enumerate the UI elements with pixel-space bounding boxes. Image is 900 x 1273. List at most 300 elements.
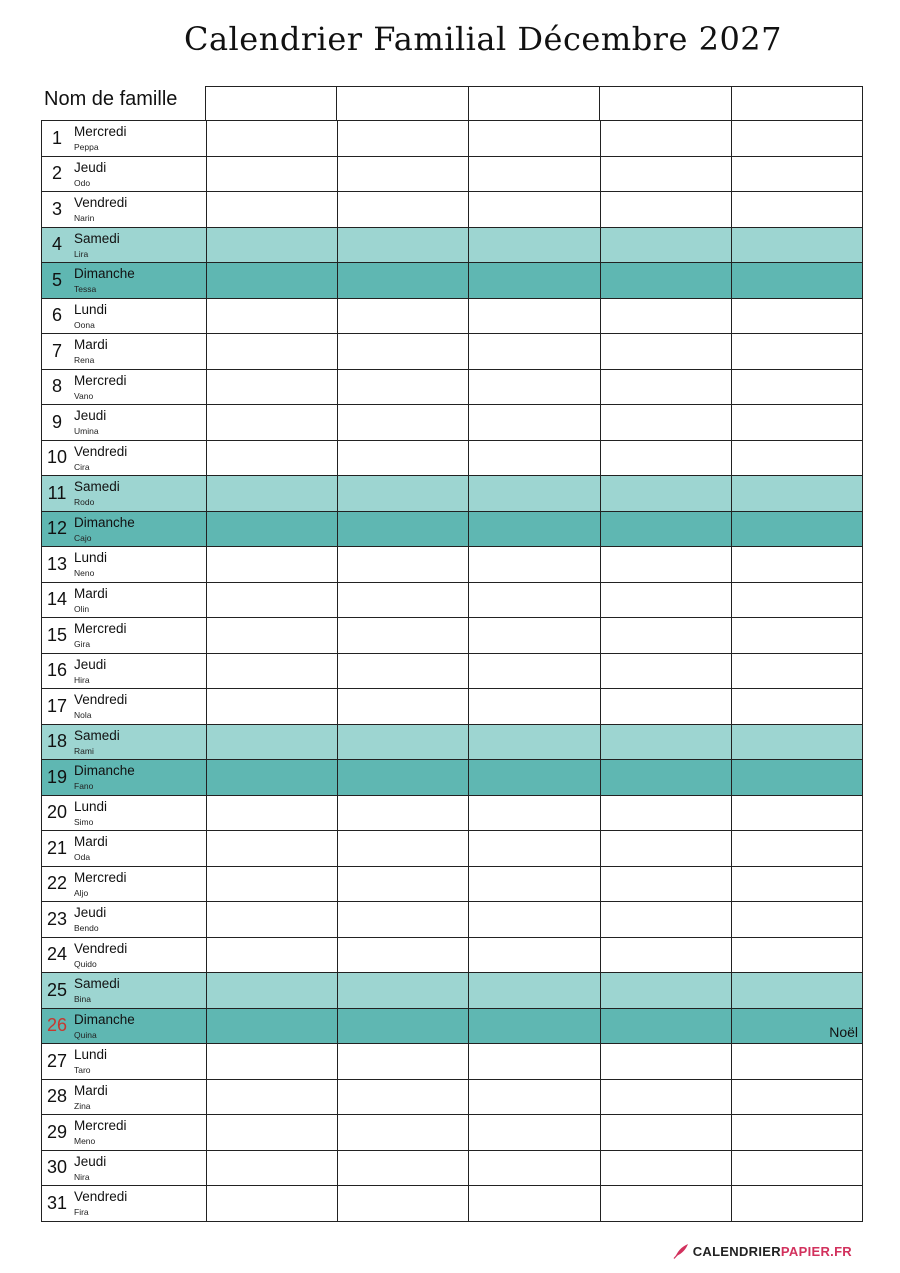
member-day-cell[interactable] [207, 1044, 338, 1080]
weekday-name: Mardi [74, 337, 108, 352]
member-day-cell[interactable] [469, 192, 600, 228]
day-label-cell [42, 121, 207, 157]
member-day-cell[interactable] [731, 440, 862, 476]
member-day-cell[interactable] [731, 937, 862, 973]
weekday-name: Vendredi [74, 195, 128, 210]
day-label-cell [42, 1044, 207, 1080]
page-title: Calendrier Familial Décembre 2027 [183, 20, 783, 58]
brand-name: CALENDRIER [692, 1243, 781, 1259]
weekday-name: Dimanche [74, 266, 135, 281]
member-day-cell[interactable] [731, 653, 862, 689]
saint-name: Cira [74, 461, 90, 472]
weekday-name: Mardi [74, 834, 108, 849]
day-row [42, 902, 863, 938]
member-day-cell[interactable] [469, 547, 600, 583]
member-day-cell[interactable] [600, 121, 731, 157]
weekday-name: Mercredi [74, 124, 127, 139]
saint-name: Oda [74, 852, 91, 862]
day-row [42, 1044, 863, 1080]
member-day-cell[interactable] [207, 369, 338, 405]
day-label-cell [42, 902, 207, 938]
member-day-cell[interactable] [207, 582, 338, 618]
member-name-cell[interactable] [600, 87, 731, 121]
day-label-cell [42, 1186, 207, 1222]
member-day-cell[interactable] [600, 1186, 731, 1222]
member-day-cell[interactable] [731, 263, 862, 299]
saint-name: Rodo [74, 497, 95, 507]
member-day-cell[interactable] [600, 476, 731, 512]
member-day-cell[interactable] [469, 937, 600, 973]
day-row [42, 937, 863, 973]
day-row [42, 121, 863, 157]
weekday-name: Mercredi [74, 372, 127, 388]
day-label-cell [42, 263, 207, 299]
member-day-cell[interactable] [338, 760, 469, 796]
member-day-cell[interactable] [338, 1115, 469, 1151]
saint-name: Taro [74, 1065, 91, 1075]
member-day-cell[interactable] [338, 511, 469, 547]
saint-name: Nola [74, 710, 92, 720]
saint-name: Meno [74, 1136, 96, 1146]
saint-name: Quido [74, 958, 97, 969]
day-row [42, 156, 863, 192]
day-label-cell [42, 653, 207, 689]
day-number: 12 [46, 518, 68, 539]
member-day-cell[interactable] [600, 831, 731, 867]
weekday-name: Jeudi [74, 159, 107, 175]
member-day-cell[interactable] [600, 795, 731, 831]
weekday-name: Mercredi [74, 1118, 127, 1133]
member-day-cell[interactable] [207, 760, 338, 796]
saint-name: Oona [74, 319, 95, 330]
member-day-cell[interactable] [600, 973, 731, 1009]
day-row [42, 192, 863, 228]
saint-name: Rena [74, 355, 95, 365]
member-day-cell[interactable] [600, 582, 731, 618]
member-name-cell[interactable] [731, 87, 862, 121]
member-day-cell[interactable] [600, 937, 731, 973]
day-number: 31 [46, 1192, 68, 1213]
day-row [42, 689, 863, 725]
saint-name: Olin [74, 603, 90, 614]
member-day-cell[interactable] [600, 405, 731, 441]
member-day-cell[interactable] [207, 795, 338, 831]
day-row [42, 298, 863, 334]
member-day-cell[interactable] [600, 1008, 731, 1044]
day-number: 11 [47, 482, 67, 503]
weekday-name: Samedi [74, 976, 120, 991]
day-number: 9 [51, 411, 62, 432]
member-name-cell[interactable] [468, 87, 599, 121]
day-number: 15 [46, 624, 68, 645]
member-day-cell[interactable] [731, 1044, 862, 1080]
member-day-cell[interactable] [338, 1186, 469, 1222]
member-day-cell[interactable] [600, 511, 731, 547]
member-day-cell[interactable] [600, 902, 731, 938]
day-label-cell [42, 547, 207, 583]
member-day-cell[interactable] [731, 511, 862, 547]
weekday-name: Mardi [74, 1082, 108, 1098]
member-name-cell[interactable] [337, 87, 468, 121]
member-day-cell[interactable] [469, 760, 600, 796]
member-day-cell[interactable] [731, 689, 862, 725]
member-day-cell[interactable] [207, 1079, 338, 1115]
day-number: 27 [46, 1050, 68, 1071]
member-day-cell[interactable] [207, 689, 338, 725]
day-row [42, 653, 863, 689]
member-day-cell[interactable] [600, 227, 731, 263]
member-day-cell[interactable] [469, 653, 600, 689]
day-label-cell [42, 440, 207, 476]
day-number: 7 [51, 340, 62, 361]
weekday-name: Samedi [74, 230, 120, 246]
day-label-cell [42, 866, 207, 902]
day-row [42, 582, 863, 618]
day-label-cell [42, 405, 207, 441]
day-number: 3 [51, 198, 62, 219]
day-row [42, 440, 863, 476]
day-row [42, 1079, 863, 1115]
member-day-cell[interactable] [469, 1115, 600, 1151]
member-day-cell[interactable] [338, 973, 469, 1009]
member-day-cell[interactable] [207, 1008, 338, 1044]
day-label-cell [42, 1008, 207, 1044]
member-day-cell[interactable] [600, 263, 731, 299]
member-day-cell[interactable] [338, 689, 469, 725]
day-label-cell [42, 298, 207, 334]
member-day-cell[interactable] [207, 937, 338, 973]
member-day-cell[interactable] [207, 511, 338, 547]
member-day-cell[interactable] [338, 476, 469, 512]
member-day-cell[interactable] [731, 1008, 862, 1044]
member-day-cell[interactable] [600, 618, 731, 654]
member-day-cell[interactable] [731, 192, 862, 228]
day-label-cell [42, 760, 207, 796]
member-day-cell[interactable] [207, 227, 338, 263]
family-name-label: Nom de famille [44, 88, 178, 110]
day-label-cell [42, 1150, 207, 1186]
day-number: 8 [51, 376, 62, 397]
saint-name: Nira [74, 1171, 90, 1182]
member-day-cell[interactable] [338, 795, 469, 831]
member-day-cell[interactable] [469, 973, 600, 1009]
member-day-cell[interactable] [207, 405, 338, 441]
day-label-cell [42, 795, 207, 831]
calendar-table [41, 120, 863, 1222]
member-day-cell[interactable] [600, 689, 731, 725]
member-day-cell[interactable] [731, 227, 862, 263]
saint-name: Fano [74, 781, 94, 791]
saint-name: Lira [74, 248, 89, 259]
member-day-cell[interactable] [469, 156, 600, 192]
member-day-cell[interactable] [338, 121, 469, 157]
saint-name: Tessa [74, 284, 97, 294]
day-label-cell [42, 1115, 207, 1151]
member-name-cell[interactable] [206, 87, 337, 121]
day-number: 29 [46, 1121, 68, 1142]
member-day-cell[interactable] [469, 866, 600, 902]
day-label-cell [42, 334, 207, 370]
member-day-cell[interactable] [600, 298, 731, 334]
day-label-cell [42, 192, 207, 228]
member-day-cell[interactable] [600, 760, 731, 796]
day-number: 28 [46, 1086, 68, 1107]
day-number: 2 [51, 163, 62, 184]
day-number: 16 [46, 660, 68, 681]
day-label-cell [42, 831, 207, 867]
day-label-cell [42, 937, 207, 973]
saint-name: Hira [74, 674, 90, 685]
member-day-cell[interactable] [338, 263, 469, 299]
member-day-cell[interactable] [469, 831, 600, 867]
weekday-name: Lundi [74, 798, 108, 814]
member-day-cell[interactable] [731, 1079, 862, 1115]
member-day-cell[interactable] [600, 440, 731, 476]
saint-name: Cajo [74, 532, 92, 543]
weekday-name: Samedi [74, 727, 120, 743]
saint-name: Aljo [74, 887, 89, 898]
weekday-name: Dimanche [74, 763, 135, 778]
member-day-cell[interactable] [207, 547, 338, 583]
member-day-cell[interactable] [338, 724, 469, 760]
member-day-cell[interactable] [469, 121, 600, 157]
member-day-cell[interactable] [338, 618, 469, 654]
member-day-cell[interactable] [600, 547, 731, 583]
member-day-cell[interactable] [338, 547, 469, 583]
member-day-cell[interactable] [469, 689, 600, 725]
member-day-cell[interactable] [731, 369, 862, 405]
member-day-cell[interactable] [731, 156, 862, 192]
day-row [42, 1008, 863, 1044]
member-day-cell[interactable] [731, 724, 862, 760]
member-day-cell[interactable] [469, 618, 600, 654]
member-day-cell[interactable] [469, 582, 600, 618]
member-day-cell[interactable] [469, 902, 600, 938]
member-day-cell[interactable] [469, 1008, 600, 1044]
member-day-cell[interactable] [731, 298, 862, 334]
member-day-cell[interactable] [731, 121, 862, 157]
member-day-cell[interactable] [469, 1186, 600, 1222]
member-day-cell[interactable] [469, 334, 600, 370]
member-day-cell[interactable] [338, 1044, 469, 1080]
member-day-cell[interactable] [469, 795, 600, 831]
member-day-cell[interactable] [731, 866, 862, 902]
member-day-cell[interactable] [731, 405, 862, 441]
member-day-cell[interactable] [731, 476, 862, 512]
holiday-label: Noël [829, 1024, 858, 1040]
member-day-cell[interactable] [338, 192, 469, 228]
member-day-cell[interactable] [469, 369, 600, 405]
member-day-cell[interactable] [600, 1044, 731, 1080]
member-day-cell[interactable] [469, 1079, 600, 1115]
member-day-cell[interactable] [600, 192, 731, 228]
day-number: 23 [46, 908, 68, 929]
member-day-cell[interactable] [731, 582, 862, 618]
member-day-cell[interactable] [731, 618, 862, 654]
day-number: 24 [46, 944, 68, 965]
member-day-cell[interactable] [207, 618, 338, 654]
member-day-cell[interactable] [207, 298, 338, 334]
member-day-cell[interactable] [469, 405, 600, 441]
member-day-cell[interactable] [207, 121, 338, 157]
saint-name: Rami [74, 745, 94, 756]
weekday-name: Vendredi [74, 443, 128, 459]
member-day-cell[interactable] [731, 1186, 862, 1222]
member-day-cell[interactable] [731, 902, 862, 938]
member-day-cell[interactable] [600, 724, 731, 760]
member-day-cell[interactable] [469, 1044, 600, 1080]
day-label-cell [42, 156, 207, 192]
member-day-cell[interactable] [469, 1150, 600, 1186]
day-number: 4 [51, 234, 62, 255]
day-number: 18 [46, 731, 68, 752]
member-day-cell[interactable] [600, 866, 731, 902]
day-number: 10 [46, 447, 68, 468]
weekday-name: Lundi [74, 301, 108, 317]
saint-name: Odo [74, 177, 91, 188]
member-day-cell[interactable] [731, 760, 862, 796]
feather-pen-icon [673, 1243, 689, 1259]
day-number: 5 [51, 269, 62, 290]
day-row [42, 866, 863, 902]
member-day-cell[interactable] [207, 1150, 338, 1186]
brand-footer [673, 1243, 852, 1259]
member-day-cell[interactable] [731, 547, 862, 583]
saint-name: Fira [74, 1207, 89, 1217]
member-day-cell[interactable] [338, 227, 469, 263]
saint-name: Gira [74, 639, 91, 649]
member-day-cell[interactable] [338, 866, 469, 902]
day-number: 19 [46, 766, 68, 787]
day-number: 20 [46, 802, 68, 823]
member-day-cell[interactable] [338, 440, 469, 476]
member-day-cell[interactable] [600, 653, 731, 689]
member-day-cell[interactable] [338, 653, 469, 689]
day-label-cell [42, 511, 207, 547]
member-day-cell[interactable] [338, 298, 469, 334]
member-day-cell[interactable] [600, 369, 731, 405]
member-day-cell[interactable] [338, 937, 469, 973]
day-label-cell [42, 476, 207, 512]
member-day-cell[interactable] [207, 831, 338, 867]
member-day-cell[interactable] [338, 902, 469, 938]
day-number: 13 [46, 553, 68, 574]
day-row [42, 334, 863, 370]
member-day-cell[interactable] [338, 369, 469, 405]
day-row [42, 1186, 863, 1222]
member-day-cell[interactable] [338, 1079, 469, 1115]
member-day-cell[interactable] [469, 263, 600, 299]
member-day-cell[interactable] [338, 334, 469, 370]
day-label-cell [42, 369, 207, 405]
member-day-cell[interactable] [207, 263, 338, 299]
member-day-cell[interactable] [207, 156, 338, 192]
saint-name: Neno [74, 568, 95, 578]
member-day-cell[interactable] [731, 1115, 862, 1151]
saint-name: Bina [74, 994, 92, 1004]
member-day-cell[interactable] [207, 724, 338, 760]
day-row [42, 724, 863, 760]
member-day-cell[interactable] [207, 1186, 338, 1222]
day-number: 14 [46, 589, 68, 610]
member-day-cell[interactable] [600, 1150, 731, 1186]
saint-name: Bendo [74, 923, 99, 933]
member-day-cell[interactable] [600, 334, 731, 370]
day-label-cell [42, 227, 207, 263]
day-row [42, 795, 863, 831]
day-number: 25 [46, 979, 68, 1000]
member-day-cell[interactable] [469, 440, 600, 476]
saint-name: Umina [74, 426, 99, 436]
member-day-cell[interactable] [207, 866, 338, 902]
member-day-cell[interactable] [207, 476, 338, 512]
day-row [42, 973, 863, 1009]
day-label-cell [42, 973, 207, 1009]
day-row [42, 760, 863, 796]
day-row [42, 369, 863, 405]
saint-name: Vano [74, 390, 94, 401]
member-day-cell[interactable] [731, 831, 862, 867]
member-day-cell[interactable] [731, 1150, 862, 1186]
member-day-cell[interactable] [207, 653, 338, 689]
weekday-name: Vendredi [74, 940, 128, 956]
member-day-cell[interactable] [469, 476, 600, 512]
day-number: 26 [46, 1015, 68, 1036]
member-day-cell[interactable] [207, 973, 338, 1009]
day-row [42, 227, 863, 263]
member-day-cell[interactable] [207, 192, 338, 228]
weekday-name: Mardi [74, 585, 108, 601]
member-day-cell[interactable] [469, 298, 600, 334]
member-day-cell[interactable] [338, 405, 469, 441]
weekday-name: Mercredi [74, 621, 127, 636]
member-day-cell[interactable] [207, 902, 338, 938]
day-number: 17 [46, 695, 68, 716]
weekday-name: Lundi [74, 550, 108, 565]
member-day-cell[interactable] [600, 1079, 731, 1115]
day-row [42, 831, 863, 867]
weekday-name: Vendredi [74, 692, 128, 707]
member-day-cell[interactable] [338, 1150, 469, 1186]
weekday-name: Dimanche [74, 1011, 135, 1027]
member-day-cell[interactable] [338, 156, 469, 192]
saint-name: Peppa [74, 142, 99, 152]
member-day-cell[interactable] [338, 1008, 469, 1044]
saint-name: Quina [74, 1029, 97, 1040]
member-day-cell[interactable] [731, 795, 862, 831]
member-day-cell[interactable] [207, 440, 338, 476]
member-header-row [205, 86, 863, 121]
saint-name: Zina [74, 1100, 91, 1111]
member-day-cell[interactable] [600, 1115, 731, 1151]
day-label-cell [42, 618, 207, 654]
member-day-cell[interactable] [731, 334, 862, 370]
day-label-cell [42, 724, 207, 760]
member-day-cell[interactable] [469, 511, 600, 547]
member-day-cell[interactable] [338, 831, 469, 867]
day-row [42, 547, 863, 583]
member-day-cell[interactable] [207, 334, 338, 370]
member-day-cell[interactable] [469, 724, 600, 760]
member-day-cell[interactable] [731, 973, 862, 1009]
day-row [42, 1115, 863, 1151]
saint-name: Simo [74, 816, 94, 827]
member-day-cell[interactable] [338, 582, 469, 618]
weekday-name: Mercredi [74, 869, 127, 885]
member-day-cell[interactable] [600, 156, 731, 192]
member-day-cell[interactable] [469, 227, 600, 263]
member-day-cell[interactable] [207, 1115, 338, 1151]
